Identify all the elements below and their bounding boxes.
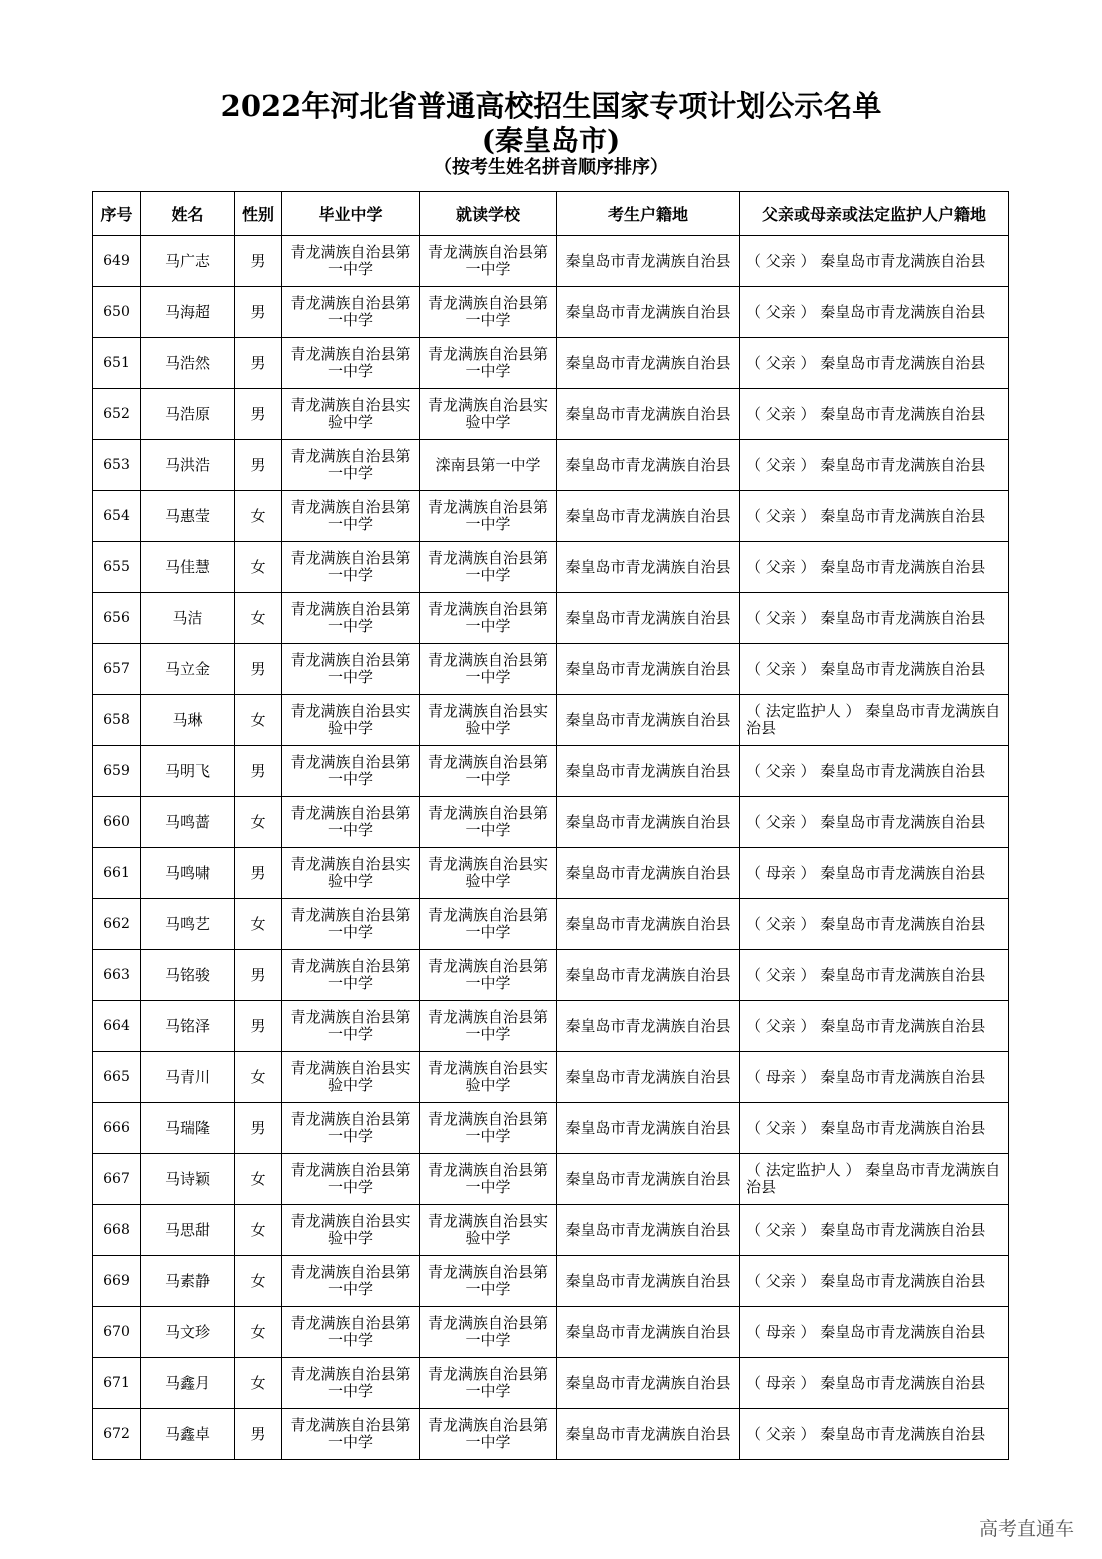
cell-graduation-school: 青龙满族自治县实验中学: [282, 848, 420, 899]
cell-graduation-school: 青龙满族自治县第一中学: [282, 746, 420, 797]
sort-note: （按考生姓名拼音顺序排序）: [434, 157, 668, 178]
cell-household-registration: 秦皇岛市青龙满族自治县: [557, 695, 740, 746]
cell-current-school: 青龙满族自治县实验中学: [420, 1052, 557, 1103]
table-row: [93, 491, 1009, 542]
cell-number: 669: [93, 1256, 141, 1307]
cell-current-school: 青龙满族自治县第一中学: [420, 1409, 557, 1460]
cell-current-school: 青龙满族自治县实验中学: [420, 1205, 557, 1256]
cell-number: 670: [93, 1307, 141, 1358]
cell-current-school: 青龙满族自治县第一中学: [420, 1358, 557, 1409]
cell-gender: 女: [235, 1256, 282, 1307]
cell-number: 668: [93, 1205, 141, 1256]
cell-gender: 男: [235, 1001, 282, 1052]
cell-graduation-school: 青龙满族自治县第一中学: [282, 338, 420, 389]
cell-gender: 女: [235, 1358, 282, 1409]
cell-name: 马鑫月: [141, 1358, 235, 1409]
cell-number: 664: [93, 1001, 141, 1052]
cell-graduation-school: 青龙满族自治县实验中学: [282, 1052, 420, 1103]
column-header: 序号: [93, 192, 141, 236]
cell-name: 马鸣蔷: [141, 797, 235, 848]
cell-current-school: 青龙满族自治县第一中学: [420, 1154, 557, 1205]
cell-gender: 女: [235, 593, 282, 644]
cell-parent-household-registration: （ 父亲 ） 秦皇岛市青龙满族自治县: [740, 389, 1009, 440]
cell-current-school: 青龙满族自治县第一中学: [420, 491, 557, 542]
cell-graduation-school: 青龙满族自治县第一中学: [282, 950, 420, 1001]
cell-parent-household-registration: （ 父亲 ） 秦皇岛市青龙满族自治县: [740, 542, 1009, 593]
cell-parent-household-registration: （ 父亲 ） 秦皇岛市青龙满族自治县: [740, 950, 1009, 1001]
cell-graduation-school: 青龙满族自治县第一中学: [282, 542, 420, 593]
table-row: [93, 695, 1009, 746]
cell-number: 665: [93, 1052, 141, 1103]
cell-parent-household-registration: （ 父亲 ） 秦皇岛市青龙满族自治县: [740, 797, 1009, 848]
cell-current-school: 青龙满族自治县第一中学: [420, 542, 557, 593]
cell-gender: 女: [235, 1052, 282, 1103]
cell-graduation-school: 青龙满族自治县第一中学: [282, 1409, 420, 1460]
cell-current-school: 青龙满族自治县第一中学: [420, 1103, 557, 1154]
cell-number: 658: [93, 695, 141, 746]
cell-parent-household-registration: （ 父亲 ） 秦皇岛市青龙满族自治县: [740, 491, 1009, 542]
cell-name: 马文珍: [141, 1307, 235, 1358]
cell-parent-household-registration: （ 父亲 ） 秦皇岛市青龙满族自治县: [740, 440, 1009, 491]
table-row: [93, 593, 1009, 644]
cell-household-registration: 秦皇岛市青龙满族自治县: [557, 287, 740, 338]
table-row: [93, 1409, 1009, 1460]
cell-parent-household-registration: （ 母亲 ） 秦皇岛市青龙满族自治县: [740, 1307, 1009, 1358]
cell-parent-household-registration: （ 父亲 ） 秦皇岛市青龙满族自治县: [740, 1205, 1009, 1256]
cell-name: 马瑞隆: [141, 1103, 235, 1154]
cell-name: 马佳慧: [141, 542, 235, 593]
cell-parent-household-registration: （ 父亲 ） 秦皇岛市青龙满族自治县: [740, 1256, 1009, 1307]
cell-name: 马铭泽: [141, 1001, 235, 1052]
table-row: [93, 440, 1009, 491]
watermark: 高考直通车: [978, 1518, 1074, 1540]
cell-number: 661: [93, 848, 141, 899]
cell-parent-household-registration: （ 母亲 ） 秦皇岛市青龙满族自治县: [740, 1052, 1009, 1103]
cell-gender: 男: [235, 287, 282, 338]
table-row: [93, 797, 1009, 848]
cell-household-registration: 秦皇岛市青龙满族自治县: [557, 746, 740, 797]
cell-graduation-school: 青龙满族自治县第一中学: [282, 440, 420, 491]
cell-graduation-school: 青龙满族自治县第一中学: [282, 1358, 420, 1409]
table-row: [93, 236, 1009, 287]
cell-parent-household-registration: （ 父亲 ） 秦皇岛市青龙满族自治县: [740, 1103, 1009, 1154]
cell-number: 650: [93, 287, 141, 338]
cell-gender: 男: [235, 950, 282, 1001]
cell-current-school: 青龙满族自治县第一中学: [420, 338, 557, 389]
cell-name: 马思甜: [141, 1205, 235, 1256]
table-header-row: [93, 192, 1009, 236]
cell-number: 657: [93, 644, 141, 695]
cell-number: 659: [93, 746, 141, 797]
cell-name: 马鸣啸: [141, 848, 235, 899]
cell-household-registration: 秦皇岛市青龙满族自治县: [557, 338, 740, 389]
cell-parent-household-registration: （ 母亲 ） 秦皇岛市青龙满族自治县: [740, 848, 1009, 899]
cell-parent-household-registration: （ 父亲 ） 秦皇岛市青龙满族自治县: [740, 287, 1009, 338]
cell-current-school: 青龙满族自治县第一中学: [420, 236, 557, 287]
table-row: [93, 338, 1009, 389]
table-row: [93, 644, 1009, 695]
table-row: [93, 1052, 1009, 1103]
roster-table: [92, 191, 1009, 1460]
cell-number: 660: [93, 797, 141, 848]
cell-number: 651: [93, 338, 141, 389]
cell-graduation-school: 青龙满族自治县第一中学: [282, 1256, 420, 1307]
cell-gender: 男: [235, 440, 282, 491]
cell-name: 马青川: [141, 1052, 235, 1103]
cell-household-registration: 秦皇岛市青龙满族自治县: [557, 1256, 740, 1307]
cell-gender: 女: [235, 695, 282, 746]
table-row: [93, 287, 1009, 338]
cell-graduation-school: 青龙满族自治县第一中学: [282, 236, 420, 287]
column-header: 父亲或母亲或法定监护人户籍地: [740, 192, 1009, 236]
table-row: [93, 1256, 1009, 1307]
cell-name: 马广志: [141, 236, 235, 287]
cell-name: 马琳: [141, 695, 235, 746]
cell-household-registration: 秦皇岛市青龙满族自治县: [557, 644, 740, 695]
cell-household-registration: 秦皇岛市青龙满族自治县: [557, 1307, 740, 1358]
cell-graduation-school: 青龙满族自治县第一中学: [282, 899, 420, 950]
cell-household-registration: 秦皇岛市青龙满族自治县: [557, 1001, 740, 1052]
cell-number: 655: [93, 542, 141, 593]
cell-parent-household-registration: （ 父亲 ） 秦皇岛市青龙满族自治县: [740, 338, 1009, 389]
cell-parent-household-registration: （ 法定监护人 ） 秦皇岛市青龙满族自治县: [740, 1154, 1009, 1205]
cell-gender: 男: [235, 338, 282, 389]
cell-gender: 男: [235, 746, 282, 797]
table-row: [93, 950, 1009, 1001]
cell-number: 663: [93, 950, 141, 1001]
cell-name: 马惠莹: [141, 491, 235, 542]
cell-name: 马洪浩: [141, 440, 235, 491]
cell-gender: 男: [235, 644, 282, 695]
cell-number: 662: [93, 899, 141, 950]
table-row: [93, 1001, 1009, 1052]
cell-current-school: 青龙满族自治县实验中学: [420, 389, 557, 440]
table-row: [93, 746, 1009, 797]
cell-gender: 女: [235, 1205, 282, 1256]
page-subtitle: (秦皇岛市): [481, 124, 621, 157]
cell-household-registration: 秦皇岛市青龙满族自治县: [557, 440, 740, 491]
column-header: 姓名: [141, 192, 235, 236]
cell-current-school: 青龙满族自治县实验中学: [420, 695, 557, 746]
cell-name: 马铭骏: [141, 950, 235, 1001]
cell-household-registration: 秦皇岛市青龙满族自治县: [557, 491, 740, 542]
cell-number: 671: [93, 1358, 141, 1409]
cell-current-school: 青龙满族自治县第一中学: [420, 287, 557, 338]
cell-parent-household-registration: （ 母亲 ） 秦皇岛市青龙满族自治县: [740, 1358, 1009, 1409]
cell-name: 马诗颖: [141, 1154, 235, 1205]
cell-graduation-school: 青龙满族自治县实验中学: [282, 389, 420, 440]
cell-gender: 女: [235, 797, 282, 848]
cell-number: 649: [93, 236, 141, 287]
cell-current-school: 青龙满族自治县第一中学: [420, 1001, 557, 1052]
column-header: 毕业中学: [282, 192, 420, 236]
cell-household-registration: 秦皇岛市青龙满族自治县: [557, 1205, 740, 1256]
column-header: 就读学校: [420, 192, 557, 236]
table-row: [93, 1358, 1009, 1409]
cell-number: 653: [93, 440, 141, 491]
cell-number: 652: [93, 389, 141, 440]
cell-gender: 女: [235, 1307, 282, 1358]
cell-current-school: 青龙满族自治县第一中学: [420, 1307, 557, 1358]
cell-current-school: 青龙满族自治县实验中学: [420, 848, 557, 899]
cell-graduation-school: 青龙满族自治县实验中学: [282, 1205, 420, 1256]
cell-parent-household-registration: （ 父亲 ） 秦皇岛市青龙满族自治县: [740, 644, 1009, 695]
cell-household-registration: 秦皇岛市青龙满族自治县: [557, 542, 740, 593]
cell-current-school: 滦南县第一中学: [420, 440, 557, 491]
cell-gender: 女: [235, 491, 282, 542]
cell-current-school: 青龙满族自治县第一中学: [420, 950, 557, 1001]
cell-number: 666: [93, 1103, 141, 1154]
cell-graduation-school: 青龙满族自治县第一中学: [282, 1154, 420, 1205]
cell-parent-household-registration: （ 父亲 ） 秦皇岛市青龙满族自治县: [740, 593, 1009, 644]
cell-household-registration: 秦皇岛市青龙满族自治县: [557, 950, 740, 1001]
cell-name: 马洁: [141, 593, 235, 644]
table-row: [93, 1103, 1009, 1154]
cell-name: 马浩然: [141, 338, 235, 389]
cell-gender: 男: [235, 389, 282, 440]
table-row: [93, 1307, 1009, 1358]
cell-graduation-school: 青龙满族自治县第一中学: [282, 593, 420, 644]
cell-current-school: 青龙满族自治县第一中学: [420, 899, 557, 950]
cell-number: 667: [93, 1154, 141, 1205]
cell-current-school: 青龙满族自治县第一中学: [420, 797, 557, 848]
cell-current-school: 青龙满族自治县第一中学: [420, 746, 557, 797]
cell-parent-household-registration: （ 父亲 ） 秦皇岛市青龙满族自治县: [740, 899, 1009, 950]
table-row: [93, 1205, 1009, 1256]
cell-name: 马素静: [141, 1256, 235, 1307]
cell-name: 马鑫卓: [141, 1409, 235, 1460]
cell-name: 马海超: [141, 287, 235, 338]
cell-parent-household-registration: （ 法定监护人 ） 秦皇岛市青龙满族自治县: [740, 695, 1009, 746]
table-row: [93, 389, 1009, 440]
cell-household-registration: 秦皇岛市青龙满族自治县: [557, 1103, 740, 1154]
cell-household-registration: 秦皇岛市青龙满族自治县: [557, 389, 740, 440]
table-row: [93, 542, 1009, 593]
cell-name: 马鸣艺: [141, 899, 235, 950]
cell-household-registration: 秦皇岛市青龙满族自治县: [557, 1358, 740, 1409]
cell-graduation-school: 青龙满族自治县第一中学: [282, 1001, 420, 1052]
cell-household-registration: 秦皇岛市青龙满族自治县: [557, 1052, 740, 1103]
cell-gender: 男: [235, 1409, 282, 1460]
cell-household-registration: 秦皇岛市青龙满族自治县: [557, 593, 740, 644]
cell-number: 672: [93, 1409, 141, 1460]
cell-name: 马立金: [141, 644, 235, 695]
table-row: [93, 1154, 1009, 1205]
cell-graduation-school: 青龙满族自治县实验中学: [282, 695, 420, 746]
cell-gender: 女: [235, 899, 282, 950]
cell-number: 656: [93, 593, 141, 644]
cell-household-registration: 秦皇岛市青龙满族自治县: [557, 1409, 740, 1460]
cell-household-registration: 秦皇岛市青龙满族自治县: [557, 848, 740, 899]
cell-gender: 男: [235, 848, 282, 899]
cell-household-registration: 秦皇岛市青龙满族自治县: [557, 797, 740, 848]
cell-number: 654: [93, 491, 141, 542]
cell-graduation-school: 青龙满族自治县第一中学: [282, 1307, 420, 1358]
cell-current-school: 青龙满族自治县第一中学: [420, 644, 557, 695]
cell-gender: 女: [235, 1154, 282, 1205]
cell-graduation-school: 青龙满族自治县第一中学: [282, 797, 420, 848]
cell-graduation-school: 青龙满族自治县第一中学: [282, 287, 420, 338]
cell-name: 马明飞: [141, 746, 235, 797]
cell-name: 马浩原: [141, 389, 235, 440]
cell-household-registration: 秦皇岛市青龙满族自治县: [557, 236, 740, 287]
cell-parent-household-registration: （ 父亲 ） 秦皇岛市青龙满族自治县: [740, 1409, 1009, 1460]
cell-parent-household-registration: （ 父亲 ） 秦皇岛市青龙满族自治县: [740, 1001, 1009, 1052]
table-row: [93, 848, 1009, 899]
cell-current-school: 青龙满族自治县第一中学: [420, 1256, 557, 1307]
cell-gender: 男: [235, 1103, 282, 1154]
column-header: 考生户籍地: [557, 192, 740, 236]
cell-graduation-school: 青龙满族自治县第一中学: [282, 491, 420, 542]
cell-parent-household-registration: （ 父亲 ） 秦皇岛市青龙满族自治县: [740, 746, 1009, 797]
table-row: [93, 899, 1009, 950]
cell-graduation-school: 青龙满族自治县第一中学: [282, 644, 420, 695]
cell-graduation-school: 青龙满族自治县第一中学: [282, 1103, 420, 1154]
cell-household-registration: 秦皇岛市青龙满族自治县: [557, 899, 740, 950]
cell-parent-household-registration: （ 父亲 ） 秦皇岛市青龙满族自治县: [740, 236, 1009, 287]
cell-household-registration: 秦皇岛市青龙满族自治县: [557, 1154, 740, 1205]
page-title: 2022年河北省普通高校招生国家专项计划公示名单: [220, 89, 882, 123]
column-header: 性别: [235, 192, 282, 236]
cell-gender: 男: [235, 236, 282, 287]
cell-current-school: 青龙满族自治县第一中学: [420, 593, 557, 644]
cell-gender: 女: [235, 542, 282, 593]
